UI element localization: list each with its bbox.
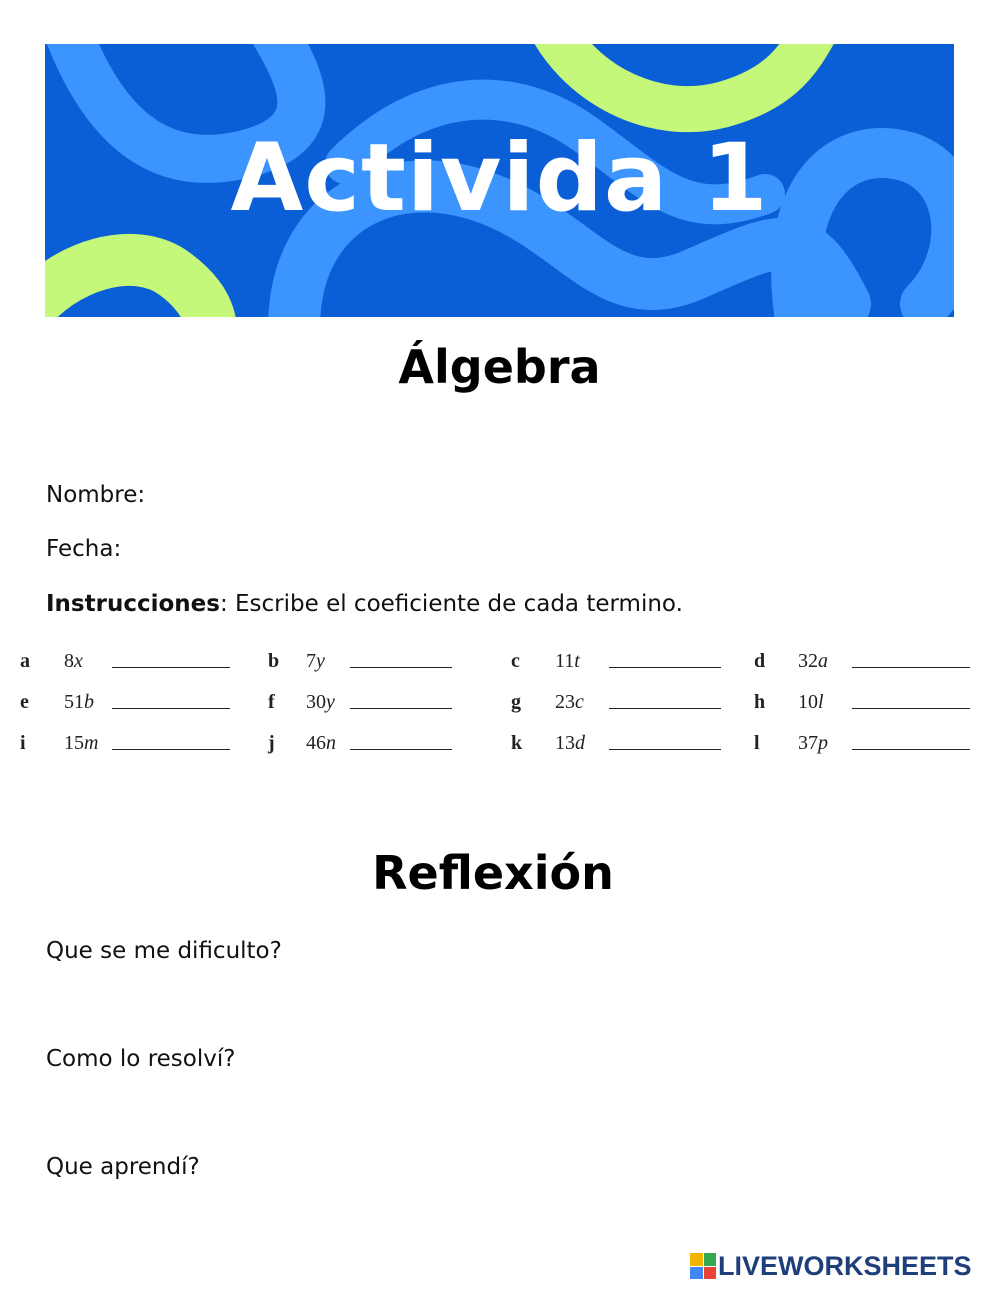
exercise-letter-l: l — [754, 732, 760, 754]
answer-blank-j[interactable] — [350, 749, 452, 750]
logo-text: LIVEWORKSHEETS — [718, 1250, 972, 1281]
answer-blank-h[interactable] — [852, 708, 970, 709]
question-learned: Que aprendí? — [46, 1154, 200, 1180]
term-variable: c — [575, 691, 584, 713]
term-coefficient: 30 — [306, 691, 326, 713]
term-coefficient: 37 — [798, 732, 818, 754]
answer-blank-l[interactable] — [852, 749, 970, 750]
term-coefficient: 8 — [64, 650, 74, 672]
exercise-letter-k: k — [511, 732, 523, 754]
term-variable: d — [575, 732, 585, 754]
term-coefficient: 7 — [306, 650, 316, 672]
liveworksheets-logo-icon — [690, 1253, 716, 1279]
question-solution: Como lo resolví? — [46, 1046, 236, 1072]
answer-blank-k[interactable] — [609, 749, 721, 750]
exercise-letter-e: e — [20, 691, 29, 713]
reflection-title: Reflexión — [372, 846, 614, 900]
name-label: Nombre: — [46, 482, 146, 508]
exercise-letter-g: g — [511, 691, 521, 713]
exercise-term-b — [306, 650, 325, 673]
exercise-grid — [0, 640, 999, 770]
exercise-term-i — [64, 732, 98, 755]
instructions-label: Instrucciones — [46, 591, 220, 617]
term-coefficient: 10 — [798, 691, 818, 713]
exercise-letter-h: h — [754, 691, 766, 713]
term-coefficient: 15 — [64, 732, 84, 754]
liveworksheets-logo — [690, 1251, 972, 1281]
exercise-letter-i: i — [20, 732, 26, 754]
instructions — [46, 591, 683, 617]
term-coefficient: 32 — [798, 650, 818, 672]
term-variable: t — [574, 650, 580, 672]
exercise-term-a — [64, 650, 83, 673]
exercise-term-l — [798, 732, 828, 755]
exercise-term-h — [798, 691, 824, 714]
term-variable: x — [74, 650, 83, 672]
term-variable: y — [316, 650, 325, 672]
exercise-term-k — [555, 732, 585, 755]
answer-blank-i[interactable] — [112, 749, 230, 750]
exercise-letter-a: a — [20, 650, 30, 672]
subject-title: Álgebra — [398, 340, 601, 394]
exercise-letter-d: d — [754, 650, 766, 672]
answer-blank-a[interactable] — [112, 667, 230, 668]
term-variable: m — [84, 732, 99, 754]
exercise-term-g — [555, 691, 584, 714]
exercise-term-e — [64, 691, 94, 714]
date-label: Fecha: — [46, 536, 122, 562]
term-variable: p — [818, 732, 828, 754]
term-coefficient: 11 — [555, 650, 575, 672]
answer-blank-f[interactable] — [350, 708, 452, 709]
exercise-letter-b: b — [268, 650, 280, 672]
exercise-term-j — [306, 732, 336, 755]
instructions-text: : Escribe el coeficiente de cada termino. — [219, 591, 683, 617]
exercise-letter-f: f — [268, 691, 275, 713]
answer-blank-g[interactable] — [609, 708, 721, 709]
exercise-term-d — [798, 650, 828, 673]
exercise-term-c — [555, 650, 580, 673]
term-coefficient: 51 — [64, 691, 84, 713]
activity-banner — [45, 44, 954, 317]
term-coefficient: 13 — [555, 732, 575, 754]
term-variable: a — [818, 650, 828, 672]
term-variable: l — [818, 691, 824, 713]
exercise-letter-c: c — [511, 650, 520, 672]
answer-blank-d[interactable] — [852, 667, 970, 668]
answer-blank-b[interactable] — [350, 667, 452, 668]
term-variable: n — [326, 732, 336, 754]
term-variable: y — [326, 691, 335, 713]
exercise-letter-j: j — [268, 732, 275, 754]
term-coefficient: 46 — [306, 732, 326, 754]
answer-blank-c[interactable] — [609, 667, 721, 668]
term-variable: b — [84, 691, 94, 713]
question-difficulty: Que se me dificulto? — [46, 938, 282, 964]
banner-title: Activida 1 — [230, 124, 769, 233]
answer-blank-e[interactable] — [112, 708, 230, 709]
exercise-term-f — [306, 691, 335, 714]
term-coefficient: 23 — [555, 691, 575, 713]
